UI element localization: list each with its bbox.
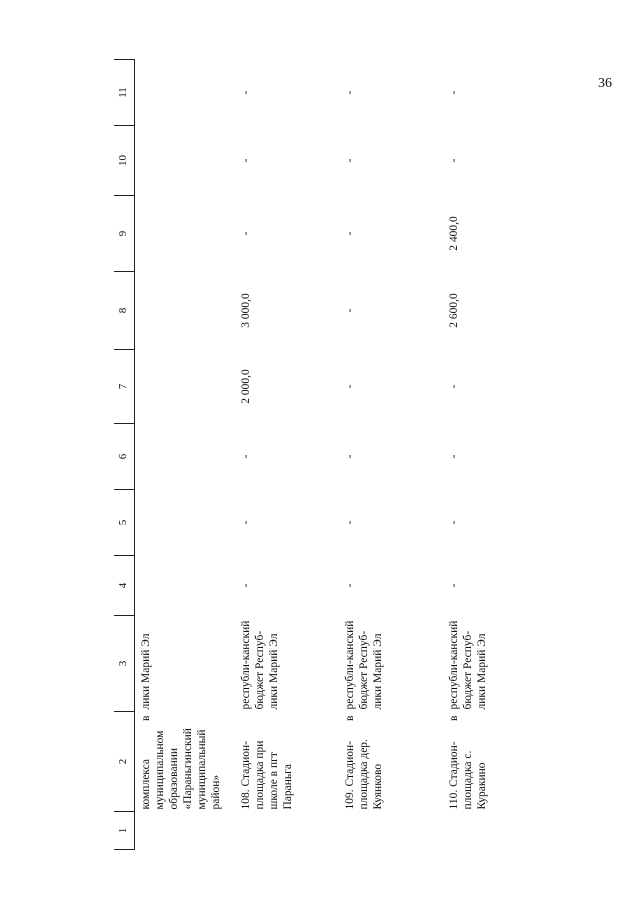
col-header-2: 2 xyxy=(114,712,135,812)
rotated-table-block xyxy=(114,60,532,850)
value-cell: - xyxy=(239,583,252,588)
table-row xyxy=(233,60,337,850)
value-cell: - xyxy=(447,90,460,95)
value-cell xyxy=(135,126,233,196)
value-cell: - xyxy=(239,158,252,163)
value-cell: - xyxy=(343,308,356,313)
value-cell xyxy=(135,350,233,424)
value-cell xyxy=(135,490,233,556)
object-name: комплекса муниципальном образовании «Параньгинский муниципальный район» xyxy=(140,728,223,810)
value-cell: - xyxy=(343,520,356,525)
value-cell: - xyxy=(447,520,460,525)
object-name: 108. Стадион-площадка при школе в пгт Параньга xyxy=(239,740,294,810)
value-cell: - xyxy=(239,454,252,459)
value-cell: 3 000,0 xyxy=(239,293,252,328)
col-header-6: 6 xyxy=(114,424,135,490)
table-row xyxy=(337,60,441,850)
value-cell: - xyxy=(447,454,460,459)
object-name-tail: в xyxy=(343,715,356,721)
value-cell: - xyxy=(447,158,460,163)
value-cell: - xyxy=(343,454,356,459)
value-cell: - xyxy=(447,583,460,588)
value-cell: 2 600,0 xyxy=(447,293,460,328)
col-header-10: 10 xyxy=(114,126,135,196)
col-header-7: 7 xyxy=(114,350,135,424)
col-header-11: 11 xyxy=(114,60,135,126)
value-cell xyxy=(135,196,233,272)
object-name: 110. Стадион-площадка с. Куракино xyxy=(447,741,488,810)
value-cell: - xyxy=(239,90,252,95)
value-cell xyxy=(135,272,233,350)
value-cell: - xyxy=(239,231,252,236)
page-number: 36 xyxy=(598,76,612,91)
value-cell: - xyxy=(447,384,460,389)
col-header-4: 4 xyxy=(114,556,135,616)
value-cell xyxy=(135,424,233,490)
value-cell: 2 000,0 xyxy=(239,369,252,404)
value-cell xyxy=(135,556,233,616)
col-header-5: 5 xyxy=(114,490,135,556)
col-header-9: 9 xyxy=(114,196,135,272)
funding-source: республи-канский бюджет Респуб-лики Марий Эл xyxy=(239,620,280,710)
value-cell: - xyxy=(343,583,356,588)
object-name-tail: в xyxy=(140,715,152,721)
value-cell: - xyxy=(343,384,356,389)
funding-source: республи-канский бюджет Респуб-лики Марий Эл xyxy=(343,620,384,710)
object-name: 109. Стадион-площадка дер. Куянково xyxy=(343,739,384,810)
table-row xyxy=(441,60,531,850)
value-cell: - xyxy=(343,158,356,163)
header-row xyxy=(114,60,135,850)
value-cell xyxy=(135,60,233,126)
col-header-8: 8 xyxy=(114,272,135,350)
value-cell: - xyxy=(343,90,356,95)
funding-source: республи-канский бюджет Респуб-лики Марий Эл xyxy=(447,620,488,710)
col-header-3: 3 xyxy=(114,616,135,712)
budget-table xyxy=(114,59,531,850)
object-name-tail: в xyxy=(447,715,460,721)
table-row xyxy=(135,60,233,850)
value-cell: - xyxy=(239,520,252,525)
funding-source: лики Марий Эл xyxy=(140,633,152,710)
value-cell: - xyxy=(343,231,356,236)
col-header-1: 1 xyxy=(114,812,135,850)
value-cell: 2 400,0 xyxy=(447,216,460,251)
